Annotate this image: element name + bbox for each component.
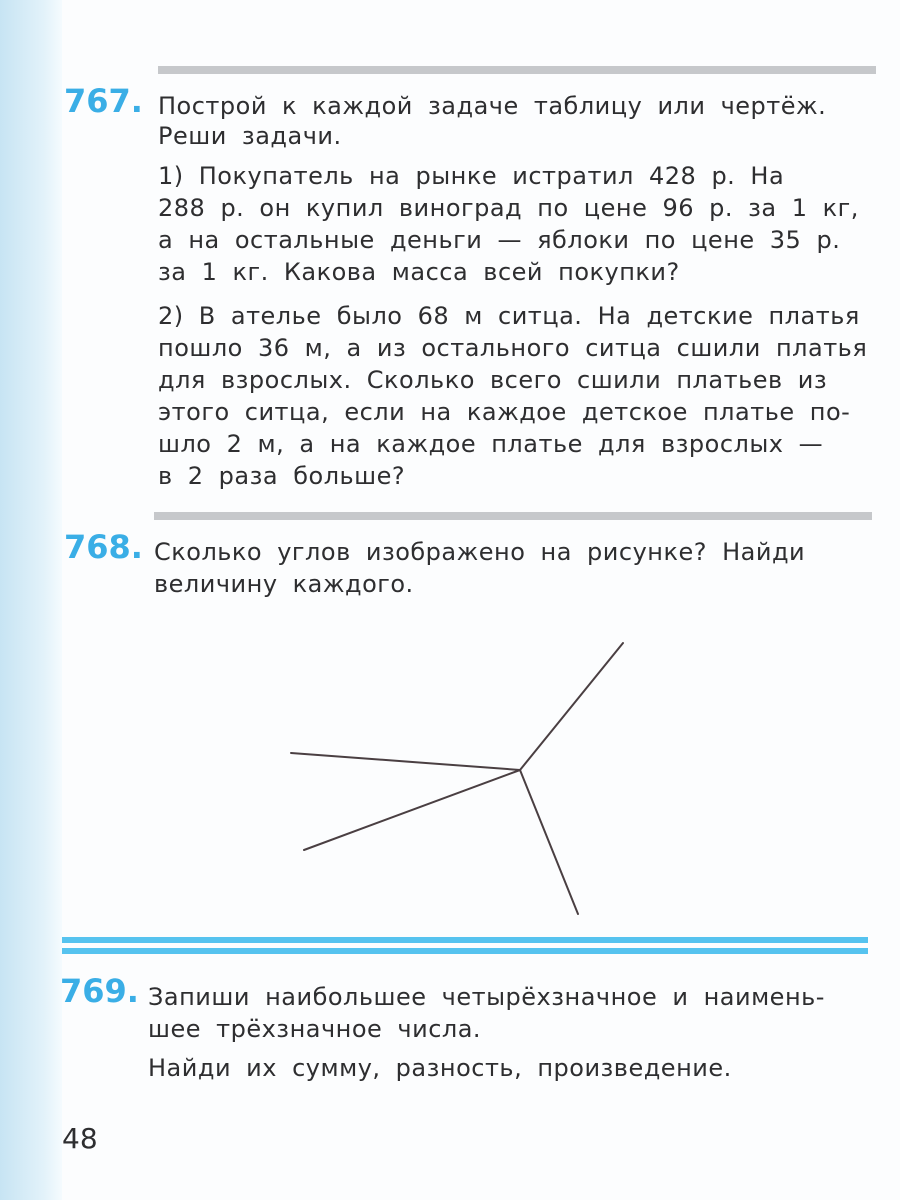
task-767-problem-2-line-1: 2) В ателье было 68 м ситца. На детские платья bbox=[158, 302, 860, 330]
task-767-intro-line-2: Реши задачи. bbox=[158, 122, 342, 150]
task-767-problem-2-line-4: этого ситца, если на каждое детское платье по- bbox=[158, 398, 851, 426]
ray-lower-left bbox=[304, 770, 520, 850]
task-number-768: 768. bbox=[64, 528, 143, 566]
task-767-problem-1-line-1: 1) Покупатель на рынке истратил 428 р. На bbox=[158, 162, 785, 190]
ray-down bbox=[520, 770, 578, 914]
task-767-problem-1-line-3: а на остальные деньги — яблоки по цене 35 р. bbox=[158, 226, 841, 254]
task-767-problem-2-line-2: пошло 36 м, а из остального ситца сшили платья bbox=[158, 334, 868, 362]
task-768-line-1: Сколько углов изображено на рисунке? Найди bbox=[154, 538, 806, 566]
task-767-problem-2-line-6: в 2 раза больше? bbox=[158, 462, 406, 490]
ray-upper-right bbox=[520, 643, 623, 770]
task-769-line-1: Запиши наибольшее четырёхзначное и наимень- bbox=[148, 983, 825, 1011]
page-number: 48 bbox=[62, 1122, 98, 1155]
section-divider-769-top bbox=[62, 937, 868, 943]
section-divider-769-bottom bbox=[62, 948, 868, 954]
task-767-problem-1-line-4: за 1 кг. Какова масса всей покупки? bbox=[158, 258, 680, 286]
task-767-problem-2-line-5: шло 2 м, а на каждое платье для взрослых — bbox=[158, 430, 824, 458]
task-767-problem-2-line-3: для взрослых. Сколько всего сшили платьев из bbox=[158, 366, 828, 394]
task-767-problem-1-line-2: 288 р. он купил виноград по цене 96 р. за 1 кг, bbox=[158, 194, 859, 222]
task-number-769: 769. bbox=[60, 972, 139, 1010]
task-769-line-3: Найди их сумму, разность, произведение. bbox=[148, 1054, 732, 1082]
task-769-line-2: шее трёхзначное числа. bbox=[148, 1015, 482, 1043]
task-768-line-2: величину каждого. bbox=[154, 570, 414, 598]
ray-left bbox=[291, 753, 520, 770]
task-number-767: 767. bbox=[64, 82, 143, 120]
task-767-intro-line-1: Построй к каждой задаче таблицу или чертёж. bbox=[158, 92, 827, 120]
